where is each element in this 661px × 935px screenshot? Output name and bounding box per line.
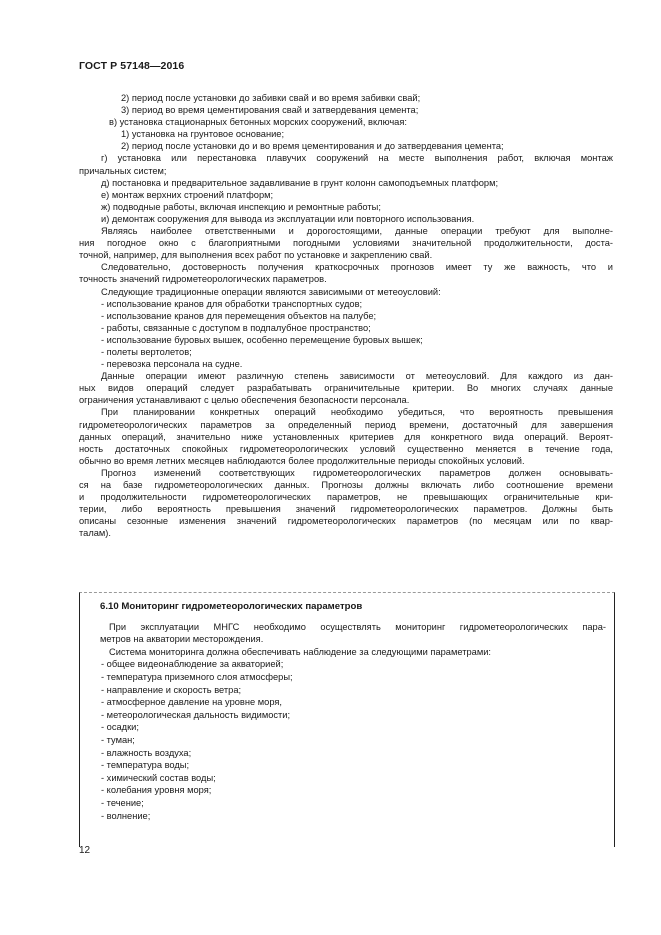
list-item: е) монтаж верхних строений платформ; xyxy=(101,189,274,200)
list-item: - туман; xyxy=(101,734,135,745)
list-item: - температура воды; xyxy=(101,760,190,771)
paragraph-line: ограничения устанавливают с целью обеспечения безопасности персонала. xyxy=(79,395,410,406)
paragraph-line: ния погодное окно с благоприятными погодными условиями значительной продолжительности, доста- xyxy=(79,238,613,249)
list-item: - полеты вертолетов; xyxy=(101,346,192,357)
section-change-box xyxy=(79,592,615,847)
list-item: - использование буровых вышек, особенно перемещение буровых вышек; xyxy=(101,334,423,345)
list-item: 2) период после установки до и во время цементирования и до затвердевания цемента; xyxy=(121,141,504,152)
list-item: - общее видеонаблюдение за акваторией; xyxy=(101,659,284,670)
paragraph-line: метров на акватории месторождения. xyxy=(100,634,264,645)
list-item: - колебания уровня моря; xyxy=(101,785,212,796)
paragraph-line: описаны сезонные изменения значений гидрометеорологических параметров (по месяцам или по квар- xyxy=(79,516,613,527)
paragraph-line: терии, либо вероятность превышения значений гидрометеорологических параметров. Должны быть xyxy=(79,504,613,515)
list-item: и) демонтаж сооружения для вывода из эксплуатации или повторного использования. xyxy=(101,213,475,224)
list-item: - направление и скорость ветра; xyxy=(101,684,242,695)
paragraph-line: Прогноз изменений соответствующих гидрометеорологических параметров должен основывать- xyxy=(101,467,613,478)
paragraph-line: ных видов операций следует разрабатывать ограничительные критерии. Во многих случаях данные xyxy=(79,383,613,394)
list-item: - химический состав воды; xyxy=(101,772,216,783)
list-item-continuation: причальных систем; xyxy=(79,165,167,176)
paragraph-line: Следующие традиционные операции являются зависимыми от метеоусловий: xyxy=(101,286,441,297)
section-title: 6.10 Мониторинг гидрометеорологических параметров xyxy=(100,601,363,612)
paragraph-line: точность значений гидрометеорологических параметров. xyxy=(79,274,327,285)
list-item: 1) установка на грунтовое основание; xyxy=(121,129,285,140)
paragraph-line: Являясь наиболее ответственными и дорогостоящими, данные операции требуют для выполне- xyxy=(101,226,613,237)
list-item: - атмосферное давление на уровне моря, xyxy=(101,697,283,708)
list-item: - влажность воздуха; xyxy=(101,747,192,758)
section-content xyxy=(100,601,606,822)
list-item: 2) период после установки до забивки свай и во время забивки свай; xyxy=(121,93,421,103)
paragraph-line: Система мониторинга должна обеспечивать наблюдение за следующими параметрами: xyxy=(109,646,491,657)
paragraph-line: талам). xyxy=(79,528,111,539)
page-number: 12 xyxy=(79,845,91,856)
list-item: 3) период во время цементирования свай и затвердевания цемента; xyxy=(121,105,419,116)
paragraph-line: ность достаточных спокойных гидрометеорологических условий существенно меняется в течение года, xyxy=(79,443,613,454)
list-item: ж) подводные работы, включая инспекцию и ремонтные работы; xyxy=(101,201,381,212)
paragraph-line: точной, например, для выполнения всех работ по установке и закреплению свай. xyxy=(79,250,433,261)
list-item: - перевозка персонала на судне. xyxy=(101,359,243,370)
paragraph-line: данных операций, значительно ниже установленных критериев для конкретного вида операций. Вероят- xyxy=(79,431,613,442)
list-item: - температура приземного слоя атмосферы; xyxy=(101,671,293,682)
list-item: д) постановка и предварительное задавливание в грунт колонн самоподъемных платформ; xyxy=(101,177,499,188)
paragraph-line: обычно во время летних месяцев наблюдаются более продолжительные периоды спокойных условий. xyxy=(79,455,525,466)
paragraph-line: Следовательно, достоверность получения краткосрочных прогнозов имеет ту же важность, что и xyxy=(101,262,613,273)
list-item: - метеорологическая дальность видимости; xyxy=(101,709,291,720)
paragraph-line: ся на базе гидрометеорологических данных. Прогнозы должны включать либо соотношение времени xyxy=(79,480,613,490)
paragraph-line: При планировании конкретных операций необходимо убедиться, что вероятность превышения xyxy=(101,407,613,418)
document-header: ГОСТ Р 57148—2016 xyxy=(79,60,185,72)
paragraph-line: и продолжительности гидрометеорологических параметров, не превышающих ограничительные кри- xyxy=(79,492,613,503)
list-item: - работы, связанные с доступом в подпалубное пространство; xyxy=(101,322,371,333)
list-item: - течение; xyxy=(101,797,144,808)
body-text xyxy=(79,92,613,539)
paragraph-line: гидрометеорологических параметров за определенный период времени, достаточный для завершения xyxy=(79,419,613,430)
list-item: - использование кранов для перемещения объектов на палубе; xyxy=(101,310,377,321)
list-item: в) установка стационарных бетонных морских сооружений, включая: xyxy=(109,117,407,128)
paragraph-line: Данные операции имеют различную степень зависимости от метеоусловий. Для каждого из дан- xyxy=(101,371,613,382)
list-item: - осадки; xyxy=(101,722,139,733)
list-item: г) установка или перестановка плавучих сооружений на месте выполнения работ, включая монтаж xyxy=(101,153,613,164)
list-item: - использование кранов для обработки транспортных судов; xyxy=(101,298,363,309)
paragraph-line: При эксплуатации МНГС необходимо осуществлять мониторинг гидрометеорологических пара- xyxy=(109,621,606,632)
list-item: - волнение; xyxy=(101,810,151,821)
